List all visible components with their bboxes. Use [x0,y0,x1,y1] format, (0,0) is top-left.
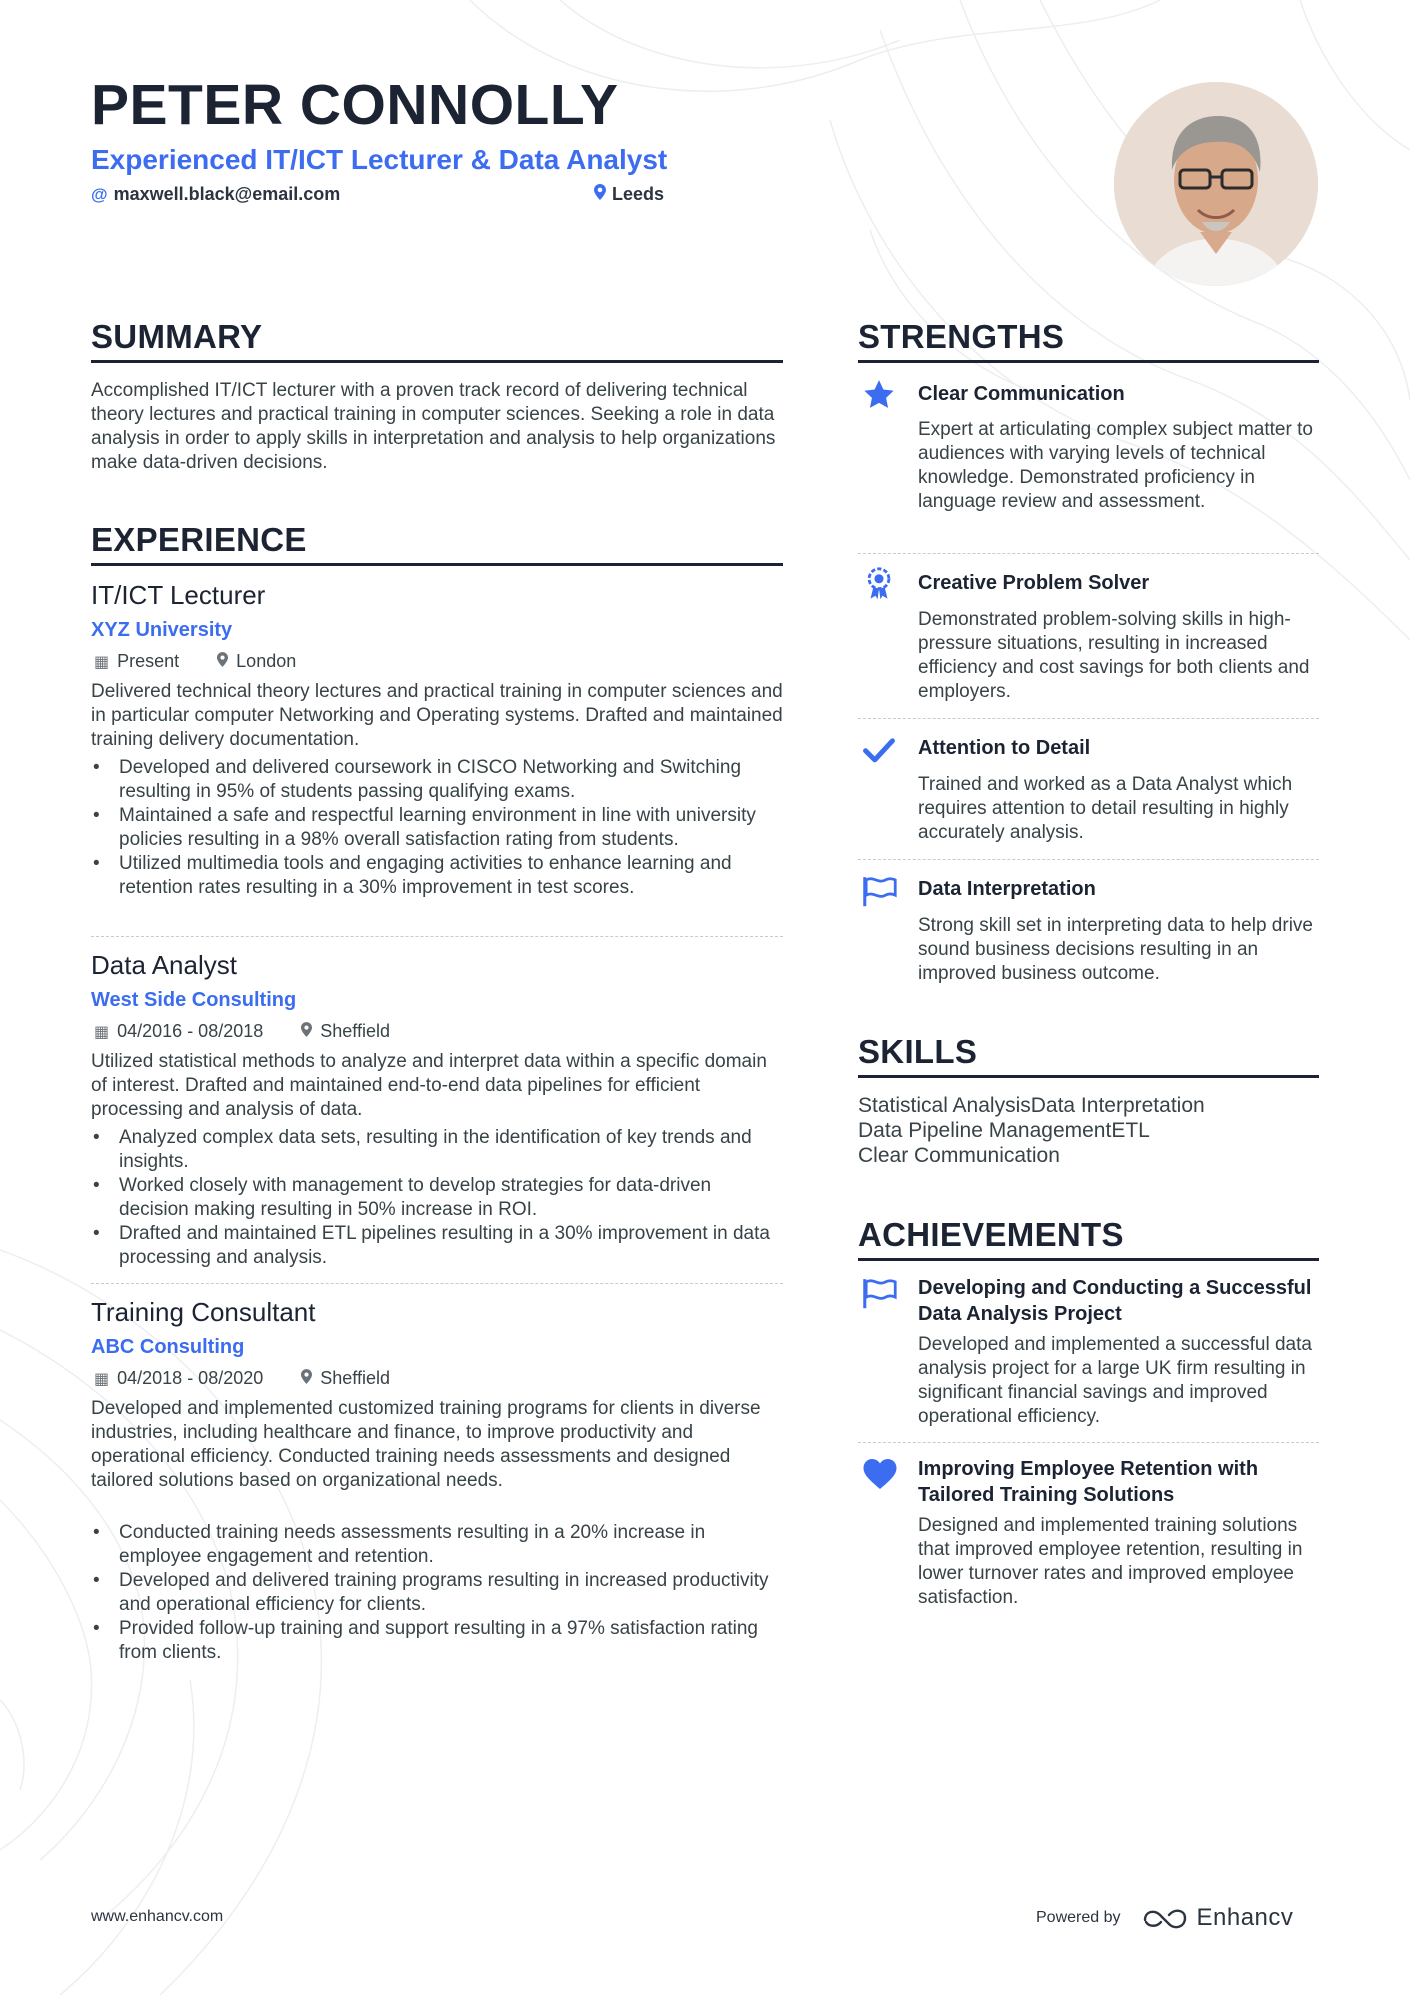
strengths-heading: STRENGTHS [858,318,1065,355]
achievements-divider [858,1258,1319,1261]
company-name[interactable]: West Side Consulting [91,989,297,1011]
list-item: • Provided follow-up training and support resulting in a 97% satisfaction rating from clients. [91,1617,783,1665]
calendar-icon: ▦ [94,653,110,671]
strength-title: Clear Communication [918,383,1125,405]
job-meta [94,651,296,672]
enhancv-logo[interactable] [1141,1904,1294,1932]
summary-text: Accomplished IT/ICT lecturer with a proven track record of delivering technical theory lectures and practical training in computer sciences. Seeking a role in data analysis in order to apply skills in interpretation and analysis to help organizations make data-driven decisions. [91,380,776,473]
achievement-description: Developed and implemented a successful data analysis project for a large UK firm resulting in significant financial savings and improved operational efficiency. [918,1334,1312,1427]
list-item: • Maintained a safe and respectful learning environment in line with university policies resulting in a 98% overall satisfaction rating from students. [91,804,783,852]
job-date: 04/2018 - 08/2020 [117,1368,264,1388]
job-location: London [236,651,297,671]
heart-icon [862,1457,896,1491]
calendar-icon: ▦ [94,1370,110,1388]
skills-list [858,1093,1319,1168]
strength-description: Expert at articulating complex subject matter to audiences with varying levels of technical knowledge. Demonstrated proficiency in language review and assessment. [918,419,1313,512]
summary-heading: SUMMARY [91,318,263,355]
at-sign-icon: @ [91,184,108,204]
contact-location [594,184,664,205]
list-item: • Utilized multimedia tools and engaging activities to enhance learning and retention rates resulting in a 30% improvement in test scores. [91,852,783,900]
location-pin-icon [594,184,606,205]
strength-title: Attention to Detail [918,737,1091,759]
job-achievements-list [91,756,783,900]
skills-divider [858,1075,1319,1078]
footer-branding [1036,1904,1293,1932]
job-description: Delivered technical theory lectures and practical training in computer sciences and in particular computer Networking and Operating systems. Drafted and maintained training delivery documentation. [91,681,783,750]
strength-description: Demonstrated problem-solving skills in high-pressure situations, resulting in increased efficiency and cost savings for both clients and employers. [918,609,1310,702]
entry-divider [858,553,1319,554]
location-pin-icon [217,652,228,672]
job-achievements-list [91,1521,783,1665]
location-pin-icon [301,1369,312,1389]
powered-by-label: Powered by [1036,1909,1121,1926]
candidate-name: PETER CONNOLLY [91,73,619,137]
skill-line: Clear Communication [858,1144,1060,1167]
experience-divider [91,563,783,566]
company-name[interactable]: ABC Consulting [91,1336,245,1358]
strength-description: Strong skill set in interpreting data to help drive sound business decisions resulting in an improved business outcome. [918,915,1313,984]
entry-divider [91,936,783,937]
profile-photo [1114,82,1318,286]
job-location: Sheffield [320,1021,390,1041]
achievement-title: Improving Employee Retention with Tailored Training Solutions [918,1458,1259,1506]
enhancv-brand-text: Enhancv [1196,1904,1294,1931]
strengths-divider [858,360,1319,363]
job-description: Developed and implemented customized training programs for clients in diverse industries, including healthcare and finance, to improve productivity and operational efficiency. Conducted training needs assessments and designed tailored solutions based on organizational needs. [91,1398,761,1491]
candidate-headline: Experienced IT/ICT Lecturer & Data Analyst [91,144,668,175]
list-item: • Worked closely with management to develop strategies for data-driven decision making resulting in 50% increase in ROI. [91,1174,783,1222]
location-text: Leeds [612,184,665,204]
achievement-description: Designed and implemented training solutions that improved employee retention, resulting in lower turnover rates and improved employee satisfaction. [918,1515,1303,1608]
job-achievements-list [91,1126,783,1270]
achievements-heading: ACHIEVEMENTS [858,1216,1124,1253]
footer-website-link[interactable]: www.enhancv.com [91,1908,224,1925]
summary-divider [91,360,783,363]
skills-heading: SKILLS [858,1033,978,1070]
list-item: • Developed and delivered training programs resulting in increased productivity and operational efficiency for clients. [91,1569,783,1617]
calendar-icon: ▦ [94,1023,110,1041]
job-meta [94,1368,390,1389]
list-item: • Developed and delivered coursework in CISCO Networking and Switching resulting in 95% of students passing qualifying exams. [91,756,783,804]
job-description: Utilized statistical methods to analyze and interpret data within a specific domain of interest. Drafted and maintained end-to-end data pipelines for efficient processing and analysis of data. [91,1051,767,1120]
list-item: • Drafted and maintained ETL pipelines resulting in a 30% improvement in data processing and analysis. [91,1222,783,1270]
job-title: Data Analyst [91,950,237,980]
job-date: 04/2016 - 08/2018 [117,1021,264,1041]
strength-description: Trained and worked as a Data Analyst which requires attention to detail resulting in highly accurately analysis. [918,774,1293,843]
entry-divider [858,718,1319,719]
entry-divider [91,1283,783,1284]
skill-line: Data Pipeline ManagementETL [858,1119,1150,1142]
job-location: Sheffield [320,1368,390,1388]
email-text: maxwell.black@email.com [113,184,341,204]
checkmark-icon [862,733,896,767]
experience-heading: EXPERIENCE [91,521,307,558]
flag-icon [862,1276,896,1310]
job-title: Training Consultant [91,1297,316,1327]
contact-email[interactable] [91,184,340,205]
job-meta [94,1021,390,1042]
enhancv-infinity-icon [1141,1906,1189,1930]
achievement-title: Developing and Conducting a Successful Data Analysis Project [918,1277,1312,1325]
entry-divider [858,859,1319,860]
company-name[interactable]: XYZ University [91,619,233,641]
skill-line: Statistical AnalysisData Interpretation [858,1094,1205,1117]
job-title: IT/ICT Lecturer [91,580,266,610]
location-pin-icon [301,1022,312,1042]
job-date: Present [117,651,180,671]
list-item: • Analyzed complex data sets, resulting in the identification of key trends and insights. [91,1126,783,1174]
star-icon [862,378,896,412]
strength-title: Creative Problem Solver [918,572,1150,594]
award-ribbon-icon [862,566,896,600]
strength-title: Data Interpretation [918,878,1096,900]
entry-divider [858,1442,1319,1443]
flag-icon [862,874,896,908]
list-item: • Conducted training needs assessments resulting in a 20% increase in employee engagement and retention. [91,1521,783,1569]
